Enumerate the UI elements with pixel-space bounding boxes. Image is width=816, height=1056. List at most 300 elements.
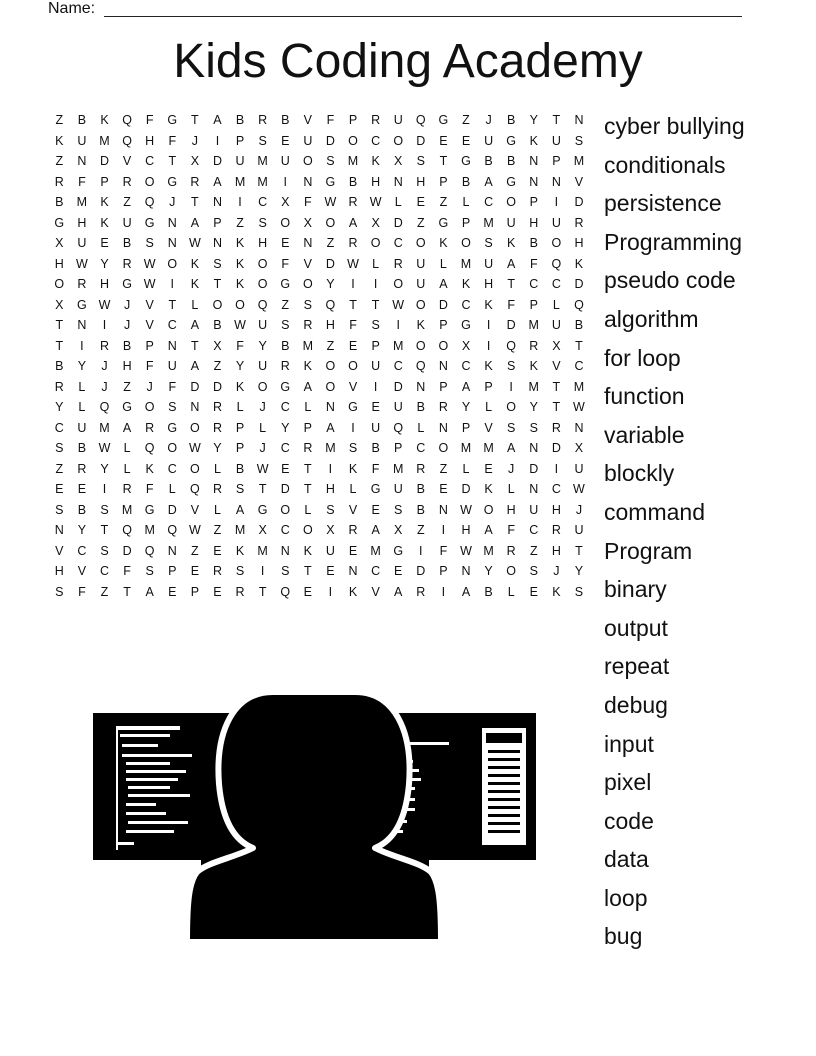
grid-letter: U bbox=[574, 523, 584, 537]
grid-letter: B bbox=[55, 195, 64, 209]
grid-letter: C bbox=[145, 154, 155, 168]
grid-letter: F bbox=[326, 113, 335, 127]
grid-letter: C bbox=[371, 133, 381, 148]
grid-letter: O bbox=[393, 277, 404, 291]
grid-letter: Y bbox=[258, 338, 267, 353]
grid-letter: G bbox=[257, 502, 268, 517]
grid-letter: J bbox=[146, 379, 153, 394]
grid-letter: R bbox=[303, 441, 313, 455]
grid-letter: L bbox=[191, 297, 199, 312]
grid-letter: D bbox=[212, 154, 222, 168]
grid-letter: N bbox=[574, 113, 584, 127]
grid-letter: A bbox=[484, 174, 493, 189]
grid-letter: L bbox=[78, 379, 86, 394]
grid-letter: O bbox=[144, 400, 155, 414]
grid-letter: K bbox=[484, 297, 493, 312]
grid-letter: J bbox=[575, 502, 583, 517]
grid-letter: T bbox=[191, 113, 199, 127]
grid-letter: C bbox=[484, 195, 494, 209]
grid-letter: G bbox=[461, 154, 471, 168]
grid-letter: U bbox=[506, 215, 516, 230]
word-list-item: variable bbox=[604, 421, 685, 448]
grid-letter: R bbox=[348, 195, 358, 209]
grid-letter: I bbox=[215, 133, 220, 148]
grid-letter: C bbox=[574, 359, 584, 373]
grid-letter: B bbox=[235, 461, 245, 476]
grid-letter: D bbox=[212, 379, 222, 394]
grid-letter: O bbox=[144, 174, 155, 189]
grid-letter: N bbox=[77, 154, 87, 168]
grid-letter: E bbox=[326, 564, 335, 578]
grid-letter: U bbox=[77, 133, 87, 148]
grid-letter: M bbox=[257, 154, 268, 168]
grid-letter: N bbox=[190, 400, 200, 414]
grid-letter: J bbox=[191, 133, 198, 148]
grid-letter: R bbox=[145, 420, 155, 435]
grid-letter: E bbox=[213, 584, 222, 599]
grid-letter: T bbox=[507, 277, 515, 291]
grid-letter: G bbox=[506, 174, 517, 189]
grid-letter: B bbox=[416, 482, 425, 496]
grid-letter: W bbox=[324, 195, 337, 209]
grid-letter: E bbox=[439, 482, 448, 496]
grid-letter: O bbox=[325, 379, 336, 394]
grid-letter: I bbox=[373, 277, 378, 291]
grid-letter: Y bbox=[529, 113, 538, 127]
grid-letter: K bbox=[235, 543, 245, 558]
grid-letter: O bbox=[302, 523, 313, 537]
grid-letter: C bbox=[551, 482, 561, 496]
grid-letter: E bbox=[348, 338, 358, 353]
grid-letter: Y bbox=[55, 400, 64, 414]
grid-letter: I bbox=[419, 543, 423, 558]
grid-letter: R bbox=[348, 523, 358, 537]
grid-letter: E bbox=[281, 133, 290, 148]
grid-letter: B bbox=[55, 359, 64, 373]
grid-letter: N bbox=[438, 359, 448, 373]
grid-letter: B bbox=[529, 236, 538, 250]
grid-letter: H bbox=[54, 564, 64, 578]
grid-letter: N bbox=[303, 174, 313, 189]
grid-letter: O bbox=[280, 215, 291, 230]
grid-letter: H bbox=[551, 543, 561, 558]
grid-letter: H bbox=[122, 359, 132, 373]
name-line[interactable] bbox=[104, 16, 742, 17]
grid-letter: C bbox=[393, 359, 403, 373]
grid-letter: V bbox=[145, 318, 154, 332]
word-list-item: pseudo code bbox=[604, 267, 736, 294]
grid-letter: E bbox=[213, 543, 222, 558]
grid-letter: S bbox=[394, 502, 403, 517]
grid-letter: G bbox=[122, 277, 132, 291]
grid-letter: O bbox=[483, 502, 494, 517]
grid-letter: P bbox=[303, 420, 312, 435]
grid-letter: T bbox=[55, 318, 64, 332]
grid-letter: M bbox=[528, 318, 539, 332]
grid-letter: I bbox=[486, 338, 491, 353]
grid-letter: R bbox=[371, 113, 381, 127]
grid-letter: R bbox=[212, 400, 222, 414]
grid-letter: T bbox=[552, 113, 561, 127]
grid-letter: B bbox=[461, 174, 471, 189]
grid-letter: O bbox=[325, 359, 336, 373]
grid-letter: O bbox=[257, 256, 268, 271]
grid-letter: E bbox=[484, 461, 493, 476]
grid-letter: M bbox=[483, 441, 494, 455]
grid-letter: Q bbox=[144, 195, 155, 209]
grid-letter: A bbox=[235, 502, 245, 517]
grid-letter: O bbox=[370, 236, 381, 250]
grid-letter: B bbox=[574, 318, 584, 332]
grid-letter: X bbox=[55, 236, 64, 250]
grid-letter: Y bbox=[100, 256, 109, 271]
grid-letter: T bbox=[191, 195, 199, 209]
grid-letter: L bbox=[123, 461, 131, 476]
grid-letter: N bbox=[212, 236, 222, 250]
grid-letter: H bbox=[325, 482, 335, 496]
grid-letter: I bbox=[486, 318, 491, 332]
grid-letter: L bbox=[259, 420, 267, 435]
grid-letter: W bbox=[369, 195, 382, 209]
grid-letter: A bbox=[190, 215, 200, 230]
grid-letter: O bbox=[551, 236, 562, 250]
grid-letter: M bbox=[302, 338, 314, 353]
grid-letter: H bbox=[484, 277, 494, 291]
grid-letter: Q bbox=[325, 297, 336, 312]
grid-letter: I bbox=[328, 461, 333, 476]
grid-letter: M bbox=[325, 441, 336, 455]
grid-letter: X bbox=[574, 441, 584, 455]
grid-letter: W bbox=[188, 523, 201, 537]
grid-letter: E bbox=[77, 482, 87, 496]
grid-letter: J bbox=[259, 400, 266, 414]
grid-letter: N bbox=[416, 379, 426, 394]
grid-letter: U bbox=[484, 133, 494, 148]
word-search-grid bbox=[48, 110, 590, 602]
grid-letter: T bbox=[213, 277, 222, 291]
grid-letter: V bbox=[484, 420, 493, 435]
grid-letter: U bbox=[325, 543, 335, 558]
word-list-item: data bbox=[604, 846, 649, 873]
grid-letter: F bbox=[529, 256, 538, 271]
grid-letter: W bbox=[460, 502, 472, 517]
grid-letter: S bbox=[326, 502, 335, 517]
grid-letter: P bbox=[190, 584, 200, 599]
grid-letter: N bbox=[167, 543, 177, 558]
grid-letter: D bbox=[529, 461, 539, 476]
grid-letter: G bbox=[167, 113, 178, 127]
word-list-item: bug bbox=[604, 923, 643, 950]
word-list-item: pixel bbox=[604, 769, 652, 796]
grid-letter: A bbox=[348, 215, 358, 230]
grid-letter: O bbox=[506, 400, 517, 414]
grid-letter: D bbox=[99, 154, 109, 168]
grid-letter: S bbox=[235, 482, 245, 496]
grid-letter: I bbox=[102, 482, 107, 496]
grid-letter: I bbox=[441, 584, 446, 599]
grid-letter: X bbox=[258, 523, 267, 537]
grid-letter: N bbox=[438, 502, 448, 517]
grid-letter: M bbox=[257, 543, 268, 558]
grid-letter: U bbox=[371, 359, 381, 373]
grid-letter: U bbox=[416, 256, 426, 271]
grid-letter: F bbox=[123, 564, 131, 578]
grid-letter: I bbox=[351, 420, 355, 435]
grid-letter: K bbox=[235, 277, 245, 291]
grid-letter: Z bbox=[100, 584, 109, 599]
grid-letter: N bbox=[393, 174, 403, 189]
grid-letter: E bbox=[281, 461, 290, 476]
grid-letter: V bbox=[371, 584, 380, 599]
grid-letter: A bbox=[371, 523, 380, 537]
grid-letter: L bbox=[417, 420, 425, 435]
grid-letter: S bbox=[348, 441, 358, 455]
grid-letter: A bbox=[213, 174, 222, 189]
grid-letter: U bbox=[371, 420, 381, 435]
grid-letter: M bbox=[528, 379, 539, 394]
grid-letter: O bbox=[189, 420, 200, 435]
grid-letter: V bbox=[303, 113, 312, 127]
grid-letter: N bbox=[167, 215, 177, 230]
grid-letter: E bbox=[348, 543, 358, 558]
grid-letter: K bbox=[303, 543, 312, 558]
grid-letter: P bbox=[461, 215, 471, 230]
grid-letter: U bbox=[416, 277, 426, 291]
grid-letter: U bbox=[393, 400, 403, 414]
grid-letter: Y bbox=[326, 277, 335, 291]
grid-letter: L bbox=[372, 256, 380, 271]
grid-letter: U bbox=[303, 133, 313, 148]
grid-letter: L bbox=[507, 482, 515, 496]
grid-letter: O bbox=[438, 338, 449, 353]
grid-letter: H bbox=[54, 256, 64, 271]
grid-letter: K bbox=[439, 236, 448, 250]
grid-letter: Q bbox=[189, 482, 200, 496]
grid-letter: G bbox=[122, 400, 132, 414]
grid-letter: V bbox=[122, 154, 132, 168]
grid-letter: P bbox=[484, 379, 493, 394]
grid-letter: E bbox=[281, 236, 290, 250]
grid-letter: W bbox=[143, 256, 156, 271]
grid-letter: L bbox=[462, 461, 470, 476]
grid-letter: I bbox=[373, 379, 378, 394]
grid-letter: Y bbox=[77, 359, 87, 373]
grid-letter: A bbox=[507, 256, 516, 271]
grid-letter: J bbox=[101, 359, 108, 373]
grid-letter: L bbox=[78, 400, 86, 414]
grid-letter: W bbox=[234, 318, 246, 332]
grid-letter: J bbox=[485, 113, 492, 127]
grid-letter: N bbox=[303, 236, 313, 250]
grid-letter: U bbox=[77, 420, 87, 435]
grid-letter: E bbox=[303, 584, 312, 599]
grid-letter: Z bbox=[439, 461, 448, 476]
grid-letter: O bbox=[438, 441, 449, 455]
grid-letter: C bbox=[371, 564, 381, 578]
grid-letter: K bbox=[574, 256, 584, 271]
grid-letter: G bbox=[144, 215, 155, 230]
word-list-item: debug bbox=[604, 691, 668, 718]
grid-letter: S bbox=[484, 236, 493, 250]
grid-letter: F bbox=[304, 195, 312, 209]
grid-letter: Y bbox=[484, 564, 493, 578]
grid-letter: Z bbox=[123, 379, 131, 394]
grid-letter: U bbox=[393, 482, 403, 496]
grid-letter: T bbox=[552, 400, 561, 414]
grid-letter: P bbox=[461, 420, 471, 435]
grid-letter: S bbox=[213, 256, 222, 271]
grid-letter: Z bbox=[439, 195, 448, 209]
grid-letter: H bbox=[258, 236, 268, 250]
grid-letter: T bbox=[371, 297, 380, 312]
grid-letter: M bbox=[460, 256, 472, 271]
word-list-item: code bbox=[604, 807, 654, 834]
grid-letter: D bbox=[574, 277, 584, 291]
grid-letter: N bbox=[212, 195, 222, 209]
grid-letter: Y bbox=[213, 441, 222, 455]
grid-letter: P bbox=[439, 318, 448, 332]
grid-letter: D bbox=[506, 318, 516, 332]
grid-letter: C bbox=[167, 318, 177, 332]
grid-letter: O bbox=[461, 236, 471, 250]
grid-letter: K bbox=[303, 359, 312, 373]
grid-letter: B bbox=[77, 502, 87, 517]
grid-letter: S bbox=[574, 584, 584, 599]
grid-letter: E bbox=[439, 133, 448, 148]
word-list-item: input bbox=[604, 730, 654, 757]
grid-letter: H bbox=[325, 318, 335, 332]
grid-letter: B bbox=[77, 441, 87, 455]
grid-letter: F bbox=[145, 359, 154, 373]
grid-letter: Q bbox=[551, 256, 562, 271]
grid-letter: F bbox=[78, 174, 86, 189]
grid-letter: R bbox=[529, 338, 539, 353]
word-list-item: Programming bbox=[604, 228, 743, 255]
grid-letter: O bbox=[348, 359, 358, 373]
grid-letter: X bbox=[394, 154, 403, 168]
grid-letter: P bbox=[348, 113, 358, 127]
grid-letter: F bbox=[168, 379, 177, 394]
grid-letter: K bbox=[484, 482, 493, 496]
grid-letter: T bbox=[258, 584, 267, 599]
grid-letter: B bbox=[507, 113, 516, 127]
grid-letter: F bbox=[145, 113, 154, 127]
grid-letter: K bbox=[55, 133, 64, 148]
grid-letter: T bbox=[304, 564, 312, 578]
grid-letter: Q bbox=[122, 523, 132, 537]
grid-letter: B bbox=[281, 113, 290, 127]
grid-letter: E bbox=[461, 133, 471, 148]
grid-letter: G bbox=[144, 502, 155, 517]
grid-letter: L bbox=[304, 502, 312, 517]
grid-letter: G bbox=[325, 174, 336, 189]
grid-letter: W bbox=[347, 256, 359, 271]
grid-letter: H bbox=[551, 502, 561, 517]
grid-letter: B bbox=[416, 502, 425, 517]
grid-letter: Z bbox=[416, 215, 425, 230]
grid-letter: P bbox=[168, 564, 177, 578]
word-list-item: output bbox=[604, 614, 668, 641]
grid-letter: P bbox=[235, 420, 245, 435]
word-list-item: binary bbox=[604, 576, 667, 603]
grid-letter: I bbox=[509, 379, 513, 394]
grid-letter: X bbox=[394, 523, 403, 537]
grid-letter: Y bbox=[281, 420, 290, 435]
grid-letter: S bbox=[529, 564, 538, 578]
grid-letter: V bbox=[552, 359, 561, 373]
name-label: Name: bbox=[48, 0, 96, 17]
grid-letter: P bbox=[529, 297, 538, 312]
grid-letter: M bbox=[483, 215, 494, 230]
grid-letter: X bbox=[552, 338, 561, 353]
grid-letter: M bbox=[573, 379, 585, 394]
grid-letter: Z bbox=[213, 359, 222, 373]
grid-letter: I bbox=[554, 195, 559, 209]
grid-letter: S bbox=[303, 297, 312, 312]
grid-letter: M bbox=[460, 441, 472, 455]
grid-letter: A bbox=[326, 420, 335, 435]
grid-letter: J bbox=[508, 461, 515, 476]
grid-letter: O bbox=[257, 277, 268, 291]
grid-letter: I bbox=[441, 523, 446, 537]
grid-letter: I bbox=[328, 584, 333, 599]
grid-letter: R bbox=[54, 379, 64, 394]
grid-letter: S bbox=[281, 564, 290, 578]
grid-letter: G bbox=[438, 215, 449, 230]
grid-letter: D bbox=[416, 564, 426, 578]
grid-letter: R bbox=[574, 215, 584, 230]
grid-letter: R bbox=[122, 482, 132, 496]
grid-letter: P bbox=[235, 133, 245, 148]
grid-letter: W bbox=[256, 461, 269, 476]
grid-letter: J bbox=[259, 441, 266, 455]
grid-letter: T bbox=[552, 379, 561, 394]
grid-letter: K bbox=[371, 154, 380, 168]
grid-letter: G bbox=[167, 420, 178, 435]
grid-letter: D bbox=[325, 256, 335, 271]
grid-letter: I bbox=[238, 195, 242, 209]
grid-letter: W bbox=[188, 441, 201, 455]
grid-letter: Z bbox=[326, 236, 335, 250]
grid-letter: T bbox=[304, 482, 312, 496]
grid-letter: T bbox=[349, 297, 357, 312]
grid-letter: N bbox=[325, 400, 335, 414]
grid-letter: G bbox=[461, 318, 471, 332]
grid-letter: N bbox=[167, 338, 177, 353]
grid-letter: O bbox=[212, 297, 223, 312]
grid-letter: K bbox=[190, 256, 200, 271]
grid-letter: G bbox=[506, 133, 517, 148]
grid-letter: H bbox=[506, 502, 516, 517]
grid-letter: W bbox=[392, 297, 405, 312]
grid-letter: Q bbox=[415, 113, 426, 127]
grid-letter: D bbox=[393, 379, 403, 394]
grid-letter: U bbox=[258, 359, 268, 373]
grid-letter: A bbox=[394, 584, 403, 599]
grid-letter: R bbox=[393, 256, 403, 271]
grid-letter: R bbox=[303, 318, 313, 332]
grid-letter: Y bbox=[461, 400, 471, 414]
grid-letter: K bbox=[529, 359, 538, 373]
grid-letter: M bbox=[234, 523, 246, 537]
grid-letter: K bbox=[552, 584, 561, 599]
grid-letter: J bbox=[101, 379, 108, 394]
grid-letter: P bbox=[394, 441, 403, 455]
grid-letter: G bbox=[280, 277, 291, 291]
grid-letter: D bbox=[461, 482, 471, 496]
grid-letter: D bbox=[190, 379, 200, 394]
grid-letter: R bbox=[77, 277, 87, 291]
